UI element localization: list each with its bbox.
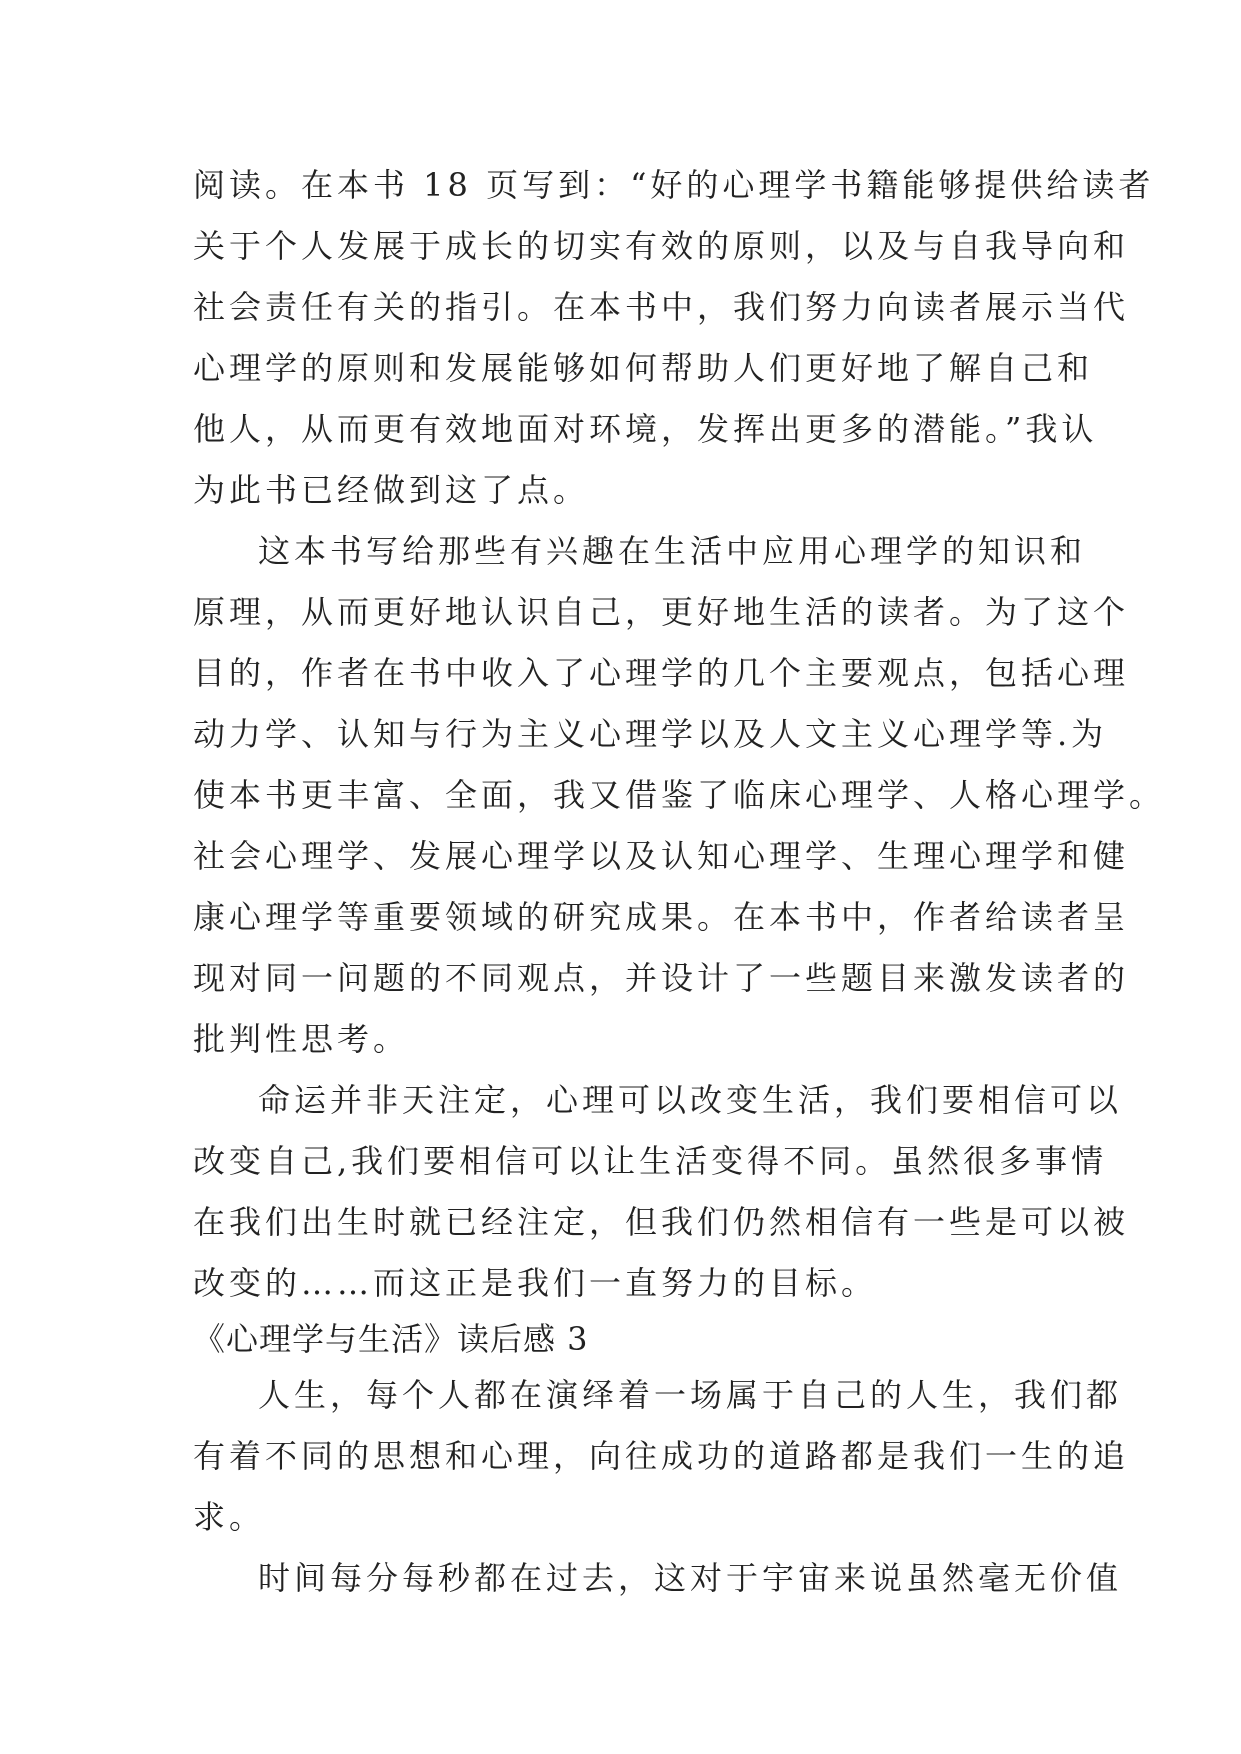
- text-line: 社会责任有关的指引。在本书中，我们努力向读者展示当代: [193, 288, 1130, 326]
- section-heading: 《心理学与生活》读后感 3: [193, 1320, 589, 1358]
- text-line: 康心理学等重要领域的研究成果。在本书中，作者给读者呈: [193, 898, 1130, 936]
- text-line: 命运并非天注定，心理可以改变生活，我们要相信可以: [258, 1081, 1123, 1119]
- text-line: 改变自己,我们要相信可以让生活变得不同。虽然很多事情: [193, 1142, 1108, 1180]
- text-line: 原理，从而更好地认识自己，更好地生活的读者。为了这个: [193, 593, 1130, 631]
- text-line: 关于个人发展于成长的切实有效的原则，以及与自我导向和: [193, 227, 1130, 265]
- text-line: 动力学、认知与行为主义心理学以及人文主义心理学等.为: [193, 715, 1108, 753]
- text-line: 目的，作者在书中收入了心理学的几个主要观点，包括心理: [193, 654, 1130, 692]
- text-line: 心理学的原则和发展能够如何帮助人们更好地了解自己和: [193, 349, 1094, 387]
- text-line: 使本书更丰富、全面，我又借鉴了临床心理学、人格心理学。: [193, 776, 1166, 814]
- text-line: 阅读。在本书 18 页写到：“好的心理学书籍能够提供给读者: [193, 166, 1155, 204]
- text-line: 改变的……而这正是我们一直努力的目标。: [193, 1264, 878, 1302]
- text-line: 他人，从而更有效地面对环境，发挥出更多的潜能。”我认: [193, 410, 1098, 448]
- text-line: 社会心理学、发展心理学以及认知心理学、生理心理学和健: [193, 837, 1130, 875]
- text-line: 这本书写给那些有兴趣在生活中应用心理学的知识和: [258, 532, 1087, 570]
- text-line: 人生，每个人都在演绎着一场属于自己的人生，我们都: [258, 1376, 1123, 1414]
- text-line: 在我们出生时就已经注定，但我们仍然相信有一些是可以被: [193, 1203, 1130, 1241]
- text-line: 为此书已经做到这了点。: [193, 471, 590, 509]
- text-line: 时间每分每秒都在过去，这对于宇宙来说虽然毫无价值: [258, 1559, 1123, 1597]
- text-line: 有着不同的思想和心理，向往成功的道路都是我们一生的追: [193, 1437, 1130, 1475]
- text-line: 现对同一问题的不同观点，并设计了一些题目来激发读者的: [193, 959, 1130, 997]
- text-line: 批判性思考。: [193, 1020, 410, 1058]
- text-line: 求。: [193, 1498, 266, 1536]
